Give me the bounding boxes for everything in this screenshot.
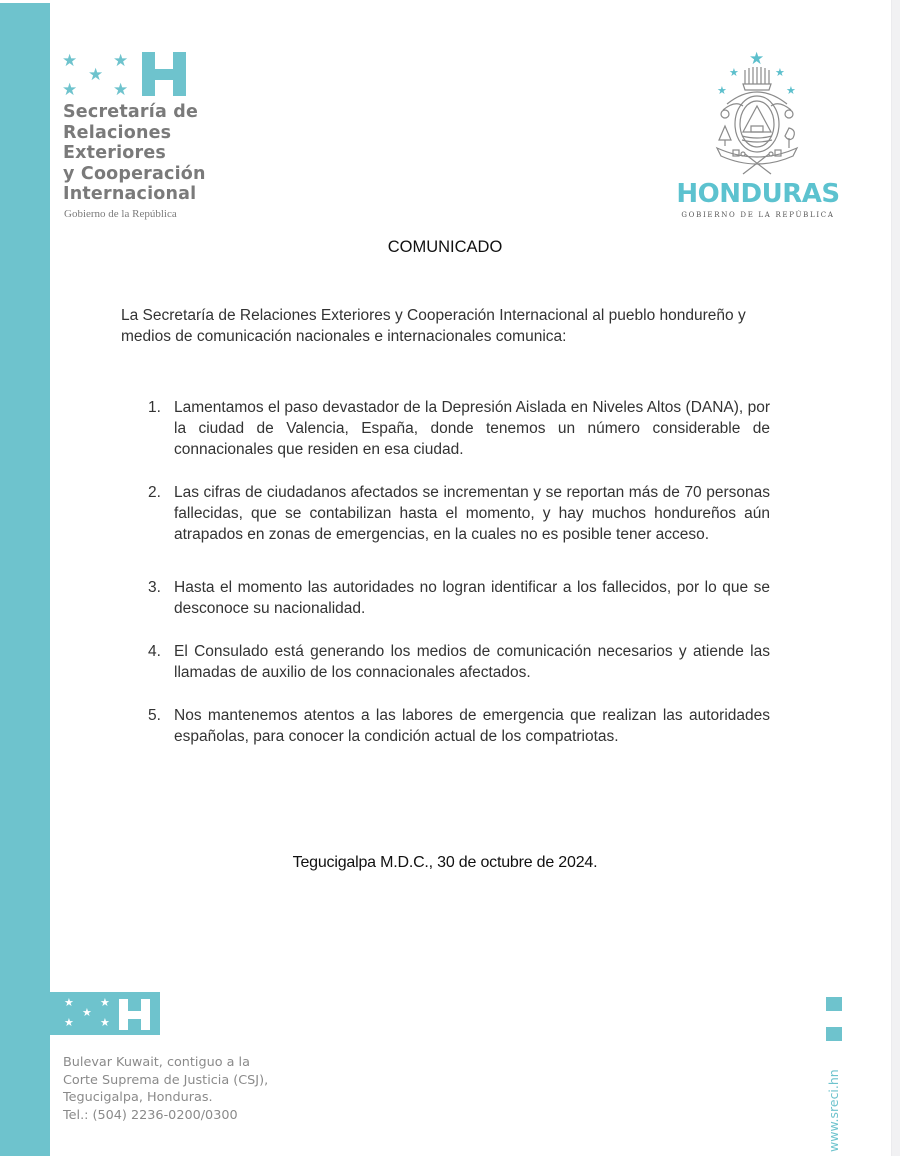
address-line: Bulevar Kuwait, contiguo a la	[63, 1055, 250, 1070]
star-icon: ★	[100, 997, 110, 1009]
coat-of-arms-icon	[713, 66, 801, 176]
star-icon: ★	[749, 49, 765, 68]
star-icon: ★	[64, 997, 74, 1009]
star-icon: ★	[729, 67, 739, 79]
footer-address	[63, 1054, 268, 1124]
square-icon	[826, 997, 842, 1011]
org-name-line: Secretaría de	[63, 102, 199, 122]
item-text: El Consulado está generando los medios de comunicación necesarios y atiende las llamadas de auxilio de los connacionales afectados.	[174, 643, 770, 681]
item-number: 2.	[148, 484, 161, 501]
item-text: Hasta el momento las autoridades no logran identificar a los fallecidos, por lo que se desconoce su nacionalidad.	[174, 579, 770, 617]
list-item	[145, 397, 770, 460]
stars-icon: ★ ★ ★ ★ ★	[62, 51, 129, 99]
h-letter-icon	[142, 52, 186, 96]
item-number: 4.	[148, 643, 161, 660]
address-line: Tel.: (504) 2236-0200/0300	[63, 1107, 238, 1123]
org-name-line: y Cooperación	[63, 163, 206, 184]
h-letter-icon	[119, 999, 150, 1030]
star-icon: ★	[786, 85, 796, 97]
star-icon: ★	[64, 1017, 74, 1029]
intro-paragraph: La Secretaría de Relaciones Exteriores y Cooperación Internacional al pueblo hondureño y medios de comunicación nacionales e internacionales comunica:	[121, 307, 746, 345]
footer-logo	[50, 992, 160, 1035]
list-item	[145, 705, 770, 747]
square-icon	[826, 1027, 842, 1041]
item-text: Lamentamos el paso devastador de la Depresión Aislada en Niveles Altos (DANA), por la ciudad de Valencia, España, donde tenemos un número considerable de connacionales que residen en esa ciudad.	[174, 399, 770, 458]
address-line: Tegucigalpa, Honduras.	[63, 1090, 213, 1105]
item-text: Las cifras de ciudadanos afectados se incrementan y se reportan más de 70 personas fallecidas, que se contabilizan hasta el momento, y hay muchos hondureños aún atrapados en zonas de emergencias, en la cuales no es posible tener acceso.	[174, 484, 770, 543]
statement-list	[145, 397, 770, 747]
star-icon: ★	[775, 67, 785, 79]
item-number: 5.	[148, 707, 161, 724]
star-icon: ★	[100, 1017, 110, 1029]
place-date: Tegucigalpa M.D.C., 30 de octubre de 2024.	[292, 854, 598, 871]
star-icon: ★	[717, 85, 727, 97]
org-name-line: Exteriores	[63, 143, 167, 163]
org-subtitle: Gobierno de la República	[64, 208, 177, 220]
list-item	[145, 641, 770, 683]
list-item	[145, 482, 770, 545]
website-link[interactable]: www.sreci.hn	[826, 1069, 841, 1152]
left-accent-bar	[0, 3, 50, 1156]
item-number: 1.	[148, 399, 161, 416]
org-name-line: Relaciones	[63, 122, 172, 143]
address-line: Corte Suprema de Justicia (CSJ),	[63, 1072, 269, 1088]
honduras-subtitle: GOBIERNO DE LA REPÚBLICA	[681, 211, 835, 219]
item-number: 3.	[148, 579, 161, 596]
document-title: COMUNICADO	[387, 238, 503, 256]
list-item	[145, 577, 770, 619]
honduras-wordmark: HONDURAS	[676, 179, 840, 209]
star-icon: ★	[82, 1007, 92, 1019]
honduras-logo	[665, 48, 850, 223]
page-edge	[891, 0, 900, 1156]
org-name-line: Internacional	[63, 184, 197, 204]
item-text: Nos mantenemos atentos a las labores de emergencia que realizan las autoridades españolas, para conocer la condición actual de los compatriotas.	[174, 707, 770, 745]
org-name	[63, 102, 263, 205]
